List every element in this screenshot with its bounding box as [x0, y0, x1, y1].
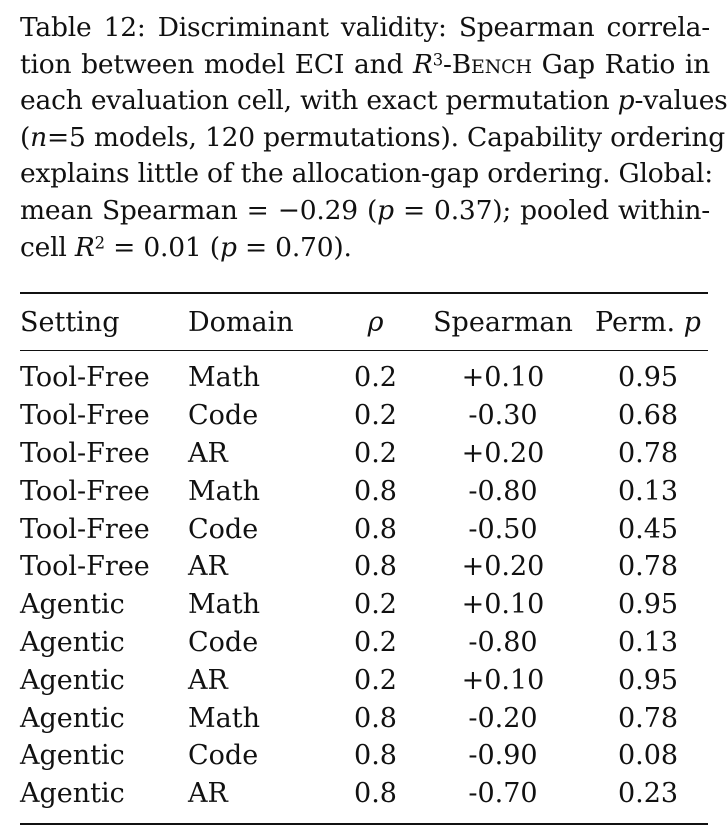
header-perm-label: Perm.: [595, 306, 684, 338]
table-row: [20, 351, 708, 397]
table-row: [20, 699, 708, 737]
caption-text-2b: Gap Ratio in: [531, 48, 710, 80]
table-row: [20, 586, 708, 624]
table-row: [20, 775, 708, 824]
header-spearman: Spearman: [433, 306, 573, 338]
cell-perm-p: 0.78: [617, 702, 679, 734]
cell-domain: Code: [188, 740, 259, 772]
cell-rho: 0.2: [354, 589, 397, 621]
cell-domain: AR: [188, 551, 228, 583]
cell-domain: AR: [188, 778, 228, 810]
table-body: [20, 351, 708, 824]
p-symbol: p: [683, 306, 701, 338]
cell-spearman: -0.70: [468, 778, 538, 810]
cell-rho: 0.8: [354, 475, 397, 507]
cell-spearman: +0.10: [461, 664, 545, 696]
table-row: [20, 661, 708, 699]
cell-domain: Math: [188, 589, 260, 621]
cell-spearman: -0.80: [468, 475, 538, 507]
cell-domain: Code: [188, 626, 259, 658]
results-table: [20, 292, 708, 825]
table-header-row: [20, 293, 708, 351]
p-symbol: p: [219, 231, 237, 263]
cell-perm-p: 0.78: [617, 437, 679, 469]
header-setting: Setting: [20, 306, 120, 338]
cell-setting: Tool-Free: [20, 475, 150, 507]
table-row: [20, 510, 708, 548]
cell-domain: Code: [188, 400, 259, 432]
cell-rho: 0.2: [354, 664, 397, 696]
caption-text-6a: mean Spearman = −0.29 (: [20, 194, 378, 226]
cell-rho: 0.8: [354, 740, 397, 772]
caption-text-6b: = 0.37); pooled within-: [393, 194, 710, 226]
cell-rho: 0.2: [354, 437, 397, 469]
cell-setting: Agentic: [20, 664, 125, 696]
cell-setting: Agentic: [20, 740, 125, 772]
cell-rho: 0.8: [354, 551, 397, 583]
r-symbol: R: [413, 48, 433, 80]
cell-domain: Math: [188, 702, 260, 734]
caption-line-4: [20, 120, 725, 157]
caption-text-7c: = 0.70).: [236, 231, 352, 263]
cell-perm-p: 0.45: [617, 513, 679, 545]
superscript-3: 3: [432, 50, 444, 70]
table-row: [20, 397, 708, 435]
table-row: [20, 624, 708, 662]
n-symbol: n: [30, 121, 48, 153]
cell-spearman: +0.10: [461, 589, 545, 621]
table-row: [20, 548, 708, 586]
cell-perm-p: 0.08: [617, 740, 679, 772]
caption-label: Table 12:: [20, 12, 146, 43]
header-rho: [333, 293, 418, 351]
header-perm-p: [588, 293, 708, 351]
cell-perm-p: 0.95: [617, 664, 679, 696]
caption-line-6: [20, 193, 710, 230]
cell-domain: Code: [188, 513, 259, 545]
cell-setting: Agentic: [20, 778, 125, 810]
caption-text-3b: -values: [634, 85, 728, 117]
caption-text-7a: cell: [20, 231, 75, 263]
cell-setting: Agentic: [20, 626, 125, 658]
table-row: [20, 472, 708, 510]
cell-perm-p: 0.95: [617, 589, 679, 621]
caption-line-1: [20, 10, 710, 47]
cell-spearman: -0.90: [468, 740, 538, 772]
rho-symbol: ρ: [367, 306, 384, 338]
cell-domain: Math: [188, 475, 260, 507]
cell-spearman: -0.20: [468, 702, 538, 734]
cell-spearman: -0.80: [468, 626, 538, 658]
cell-perm-p: 0.78: [617, 551, 679, 583]
cell-spearman: +0.20: [461, 551, 545, 583]
cell-setting: Agentic: [20, 702, 125, 734]
caption-text-5: explains little of the allocation-gap ordering. Global:: [20, 158, 713, 190]
cell-rho: 0.2: [354, 626, 397, 658]
cell-setting: Tool-Free: [20, 551, 150, 583]
cell-perm-p: 0.95: [617, 362, 679, 394]
bench-name: -Bench: [443, 48, 532, 80]
caption-text-1: Discriminant validity: Spearman correla-: [157, 12, 710, 43]
cell-rho: 0.2: [354, 400, 397, 432]
cell-perm-p: 0.13: [617, 626, 679, 658]
superscript-2: 2: [94, 233, 105, 253]
results-table-wrapper: [20, 292, 708, 825]
header-domain: Domain: [188, 306, 294, 338]
cell-spearman: +0.20: [461, 437, 545, 469]
caption-line-5: [20, 156, 713, 193]
cell-perm-p: 0.13: [617, 475, 679, 507]
cell-domain: AR: [188, 437, 228, 469]
cell-rho: 0.8: [354, 778, 397, 810]
p-symbol: p: [377, 194, 394, 226]
caption-text-4a: (: [20, 121, 31, 153]
cell-domain: Math: [188, 362, 260, 394]
table-row: [20, 737, 708, 775]
cell-setting: Tool-Free: [20, 400, 150, 432]
table-row: [20, 435, 708, 473]
cell-setting: Tool-Free: [20, 437, 150, 469]
caption-text-3a: each evaluation cell, with exact permutation: [20, 85, 618, 117]
cell-rho: 0.2: [354, 362, 397, 394]
cell-setting: Tool-Free: [20, 513, 150, 545]
cell-perm-p: 0.23: [617, 778, 679, 810]
table-caption: [20, 10, 728, 266]
cell-spearman: -0.50: [468, 513, 538, 545]
cell-spearman: +0.10: [461, 362, 545, 394]
caption-text-2a: tion between model ECI and: [20, 48, 413, 80]
cell-rho: 0.8: [354, 702, 397, 734]
cell-spearman: -0.30: [468, 400, 538, 432]
cell-setting: Tool-Free: [20, 362, 150, 394]
caption-text-4b: =5 models, 120 permutations). Capability ordering: [47, 121, 725, 153]
cell-perm-p: 0.68: [617, 400, 679, 432]
caption-line-7: [20, 230, 710, 267]
cell-domain: AR: [188, 664, 228, 696]
p-symbol: p: [617, 85, 635, 117]
cell-setting: Agentic: [20, 589, 125, 621]
cell-rho: 0.8: [354, 513, 397, 545]
caption-line-3: [20, 83, 728, 120]
caption-text-7b: = 0.01 (: [104, 231, 220, 263]
caption-line-2: [20, 47, 710, 84]
r-symbol: R: [74, 231, 95, 263]
